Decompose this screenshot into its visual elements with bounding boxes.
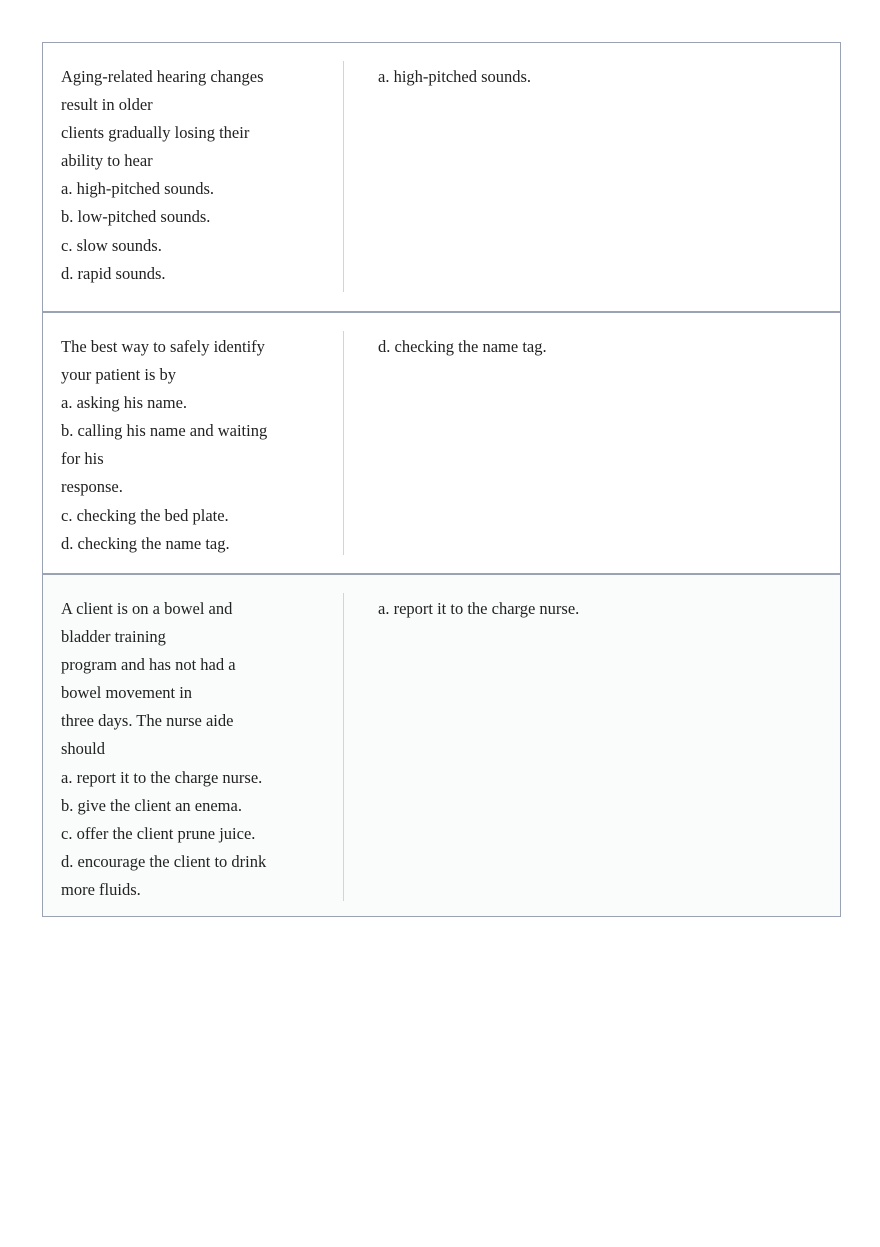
answer-line: a. report it to the charge nurse. <box>378 599 580 618</box>
column-divider <box>343 331 344 555</box>
question-line: result in older <box>61 95 153 115</box>
question-text <box>61 595 341 904</box>
option-d: d. rapid sounds. <box>61 263 166 283</box>
question-line: bowel movement in <box>61 683 193 703</box>
answer-line: d. checking the name tag. <box>378 337 547 356</box>
question-line: should <box>61 739 106 759</box>
option-b: b. low-pitched sounds. <box>61 207 211 227</box>
option-d: d. encourage the client to drink <box>61 851 267 871</box>
option-b-continued: response. <box>61 477 123 497</box>
question-line: bladder training <box>61 627 166 647</box>
column-divider <box>343 61 344 292</box>
flashcard <box>43 43 840 311</box>
question-line: clients gradually losing their <box>61 123 250 143</box>
flashcard <box>43 573 840 916</box>
option-c: c. offer the client prune juice. <box>61 823 256 843</box>
option-b: b. calling his name and waiting <box>61 421 268 441</box>
flashcard-table <box>42 42 841 917</box>
option-a: a. high-pitched sounds. <box>61 179 215 199</box>
option-a: a. asking his name. <box>61 393 188 413</box>
question-line: three days. The nurse aide <box>61 711 234 731</box>
flashcard <box>43 311 840 573</box>
option-a: a. report it to the charge nurse. <box>61 767 263 787</box>
option-c: c. slow sounds. <box>61 235 162 255</box>
question-line: The best way to safely identify <box>61 337 265 356</box>
option-b: b. give the client an enema. <box>61 795 242 815</box>
answer-line: a. high-pitched sounds. <box>378 67 532 86</box>
answer-text <box>378 63 818 91</box>
question-line: your patient is by <box>61 365 177 385</box>
question-line: program and has not had a <box>61 655 236 675</box>
option-d: d. checking the name tag. <box>61 533 230 553</box>
column-divider <box>343 593 344 901</box>
question-text <box>61 63 341 288</box>
option-d-continued: more fluids. <box>61 879 141 899</box>
option-c: c. checking the bed plate. <box>61 505 229 525</box>
question-line: A client is on a bowel and <box>61 599 233 618</box>
question-text <box>61 333 341 558</box>
option-b-continued: for his <box>61 449 104 469</box>
question-line: ability to hear <box>61 151 153 171</box>
answer-text <box>378 333 818 361</box>
question-line: Aging-related hearing changes <box>61 67 264 86</box>
answer-text <box>378 595 818 623</box>
